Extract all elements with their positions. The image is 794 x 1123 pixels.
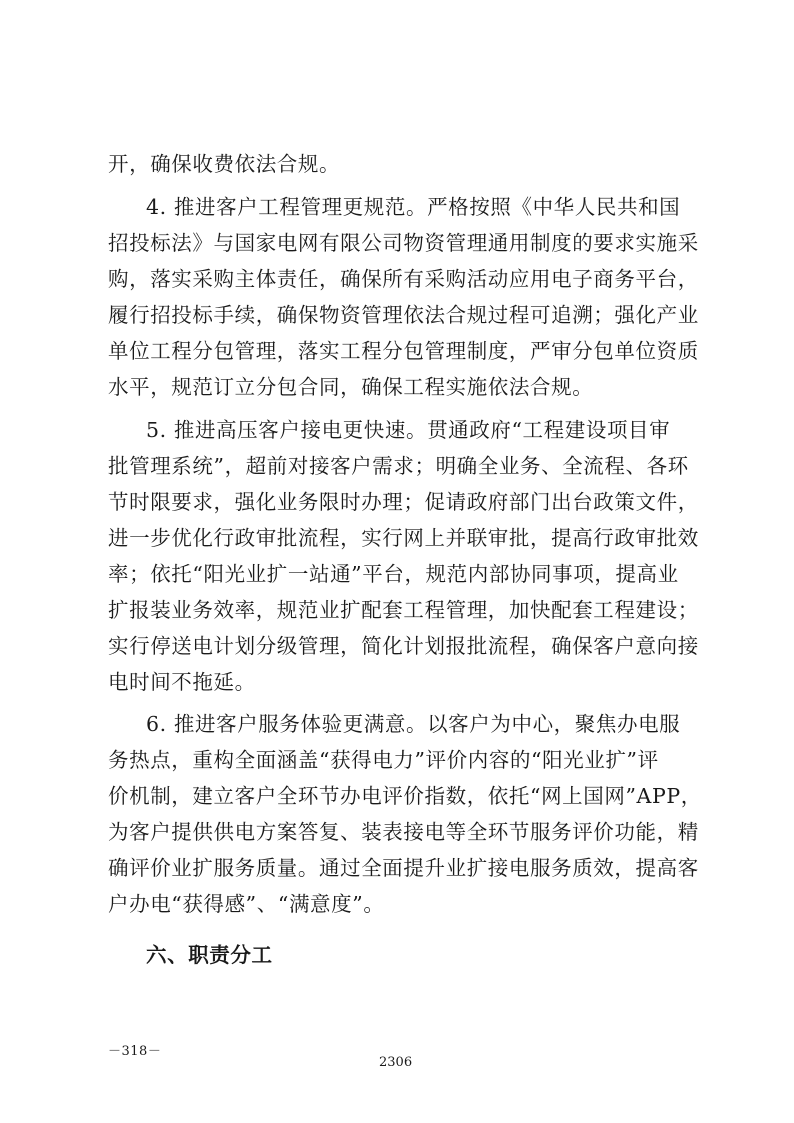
text-line: 实行停送电计划分级管理，简化计划报批流程，确保客户意向接 (108, 634, 699, 658)
text-line: 水平，规范订立分包合同，确保工程实施依法合规。 (108, 375, 594, 399)
text-line: 率；依托“阳光业扩一站通”平台，规范内部协同事项，提高业 (108, 562, 679, 586)
text-line: 批管理系统”，超前对接客户需求；明确全业务、全流程、各环 (108, 454, 689, 478)
item-6-heading-line: 6. 推进客户服务体验更满意。以客户为中心，聚焦办电服 (146, 712, 681, 736)
text-line: 购，落实采购主体责任，确保所有采购活动应用电子商务平台， (108, 267, 699, 291)
footer-number: 2306 (379, 1055, 413, 1070)
text-line: 进一步优化行政审批流程，实行网上并联审批，提高行政审批效 (108, 526, 699, 550)
text-line: 节时限要求，强化业务限时办理；促请政府部门出台政策文件， (108, 490, 699, 514)
item-4-heading-line: 4. 推进客户工程管理更规范。严格按照《中华人民共和国 (146, 195, 681, 219)
text-line: 价机制，建立客户全环节办电评价指数，依托“网上国网”APP， (108, 784, 702, 808)
text-line: 开，确保收费依法合规。 (108, 152, 341, 176)
text-line: 电时间不拖延。 (108, 670, 256, 694)
text-line: 招投标法》与国家电网有限公司物资管理通用制度的要求实施采 (108, 231, 699, 255)
item-5-heading-line: 5. 推进高压客户接电更快速。贯通政府“工程建设项目审 (146, 418, 671, 442)
text-line: 为客户提供供电方案答复、装表接电等全环节服务评价功能，精 (108, 820, 699, 844)
text-line: 确评价业扩服务质量。通过全面提升业扩接电服务质效，提高客 (108, 856, 699, 880)
text-line: 务热点，重构全面涵盖“获得电力”评价内容的“阳光业扩”评 (108, 748, 659, 772)
text-line: 户办电“获得感”、“满意度”。 (108, 892, 385, 916)
text-line: 单位工程分包管理，落实工程分包管理制度，严审分包单位资质 (108, 339, 699, 363)
text-line: 履行招投标手续，确保物资管理依法合规过程可追溯；强化产业 (108, 303, 699, 327)
section-heading: 六、职责分工 (146, 943, 273, 967)
text-line: 扩报装业务效率，规范业扩配套工程管理，加快配套工程建设； (108, 598, 699, 622)
page-number: －318－ (108, 1044, 162, 1059)
